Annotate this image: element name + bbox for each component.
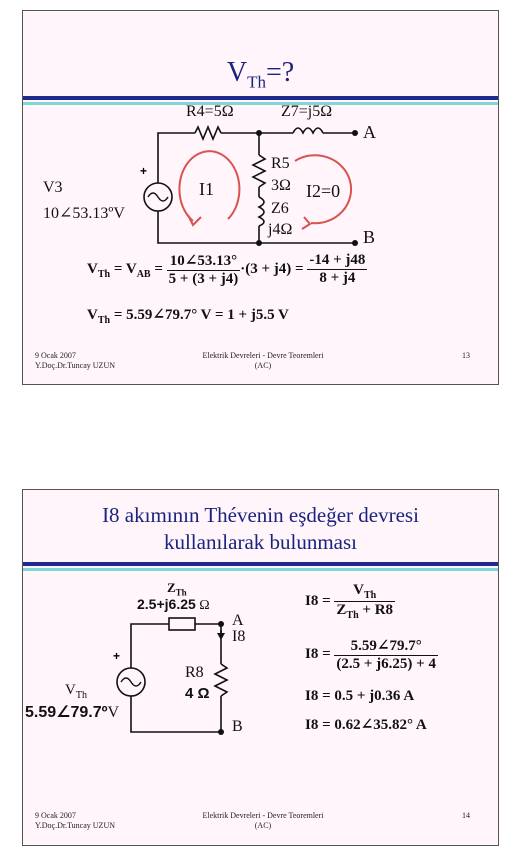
label-z6-value: j4Ω <box>268 221 293 238</box>
z7-inductor <box>293 128 323 133</box>
equation-i8-polar: I8 = 0.62∠35.82° A <box>305 717 427 733</box>
label-v3: V3 <box>43 179 63 196</box>
circuit-diagram <box>23 11 500 386</box>
label-i8: I8 <box>232 628 246 645</box>
label-i2: I2=0 <box>306 181 341 201</box>
node-b <box>218 729 224 735</box>
equation-vth-vab: $V_{Th} = V_{AB}$ = $\frac{10\angle 53.13^\circ}{5 + (3 + j4)}$ ·(3 + j4) = $\frac{-14 + j48}{8 + j4}$ <box>87 252 366 287</box>
footer-page-number: 13 <box>462 351 470 360</box>
r4-resistor <box>195 127 221 139</box>
i8-arrow <box>217 633 225 640</box>
footer-center: Elektrik Devreleri - Devre Teoremleri (AC) <box>202 811 324 830</box>
slide-13 <box>22 10 499 385</box>
z6-inductor <box>259 197 264 226</box>
label-z6: Z6 <box>271 200 289 217</box>
label-node-b: B <box>363 227 376 247</box>
label-zth: $Z_{Th}$ <box>167 580 187 598</box>
label-v3-value: 10∠53.13ºV <box>43 205 125 222</box>
equation-i8-substituted: I8 = $\frac{5.59\angle 79.7^\circ}{(2.5 + j6.25) + 4}$ <box>305 638 436 672</box>
svg-text:+: + <box>140 164 148 178</box>
footer-center: Elektrik Devreleri - Devre Teoremleri (AC) <box>202 351 324 370</box>
equation-i8-formula: I8 = $\frac{V_{Th}}{Z_{Th} + R8}$ <box>305 582 394 621</box>
label-r5: R5 <box>271 155 290 172</box>
equation-vth-result: $V_{Th}$ = 5.59∠79.7° V = 1 + j5.5 V <box>87 307 289 326</box>
label-r8-value: 4 Ω <box>185 685 210 702</box>
label-r8: R8 <box>185 664 204 681</box>
footer-page-number: 14 <box>462 811 470 820</box>
label-vth: $V_{Th}$ <box>65 682 87 701</box>
r8-resistor <box>215 664 227 696</box>
label-z7: Z7=j5Ω <box>281 103 333 120</box>
equation-i8-rectangular: I8 = 0.5 + j0.36 A <box>305 688 415 704</box>
title-sub: Th <box>247 72 266 92</box>
title-rest: =? <box>265 57 295 88</box>
label-i1: I1 <box>199 179 214 199</box>
footer-left: 9 Ocak 2007 Y.Doç.Dr.Tuncay UZUN <box>35 811 115 830</box>
title-line-1: I8 akımının Thévenin eşdeğer devresi <box>102 503 419 527</box>
title-v: V <box>226 57 248 88</box>
zth-impedance <box>169 618 195 630</box>
label-node-b: B <box>232 718 243 735</box>
label-r4: R4=5Ω <box>186 103 234 120</box>
node-a <box>218 621 224 627</box>
label-zth-value: 2.5+j6.25 Ω <box>137 596 210 613</box>
title-line-2: kullanılarak bulunması <box>163 530 358 554</box>
label-node-a: A <box>232 612 244 629</box>
node-a <box>352 130 358 136</box>
slide-14 <box>22 489 499 846</box>
node-b <box>352 240 358 246</box>
r5-resistor <box>253 155 265 187</box>
footer-left: 9 Ocak 2007 Y.Doç.Dr.Tuncay UZUN <box>35 351 115 370</box>
label-vth-value: 5.59∠79.7ºV <box>25 704 120 721</box>
svg-text:+: + <box>113 649 121 663</box>
label-r5-value: 3Ω <box>271 177 291 194</box>
label-node-a: A <box>363 122 376 142</box>
